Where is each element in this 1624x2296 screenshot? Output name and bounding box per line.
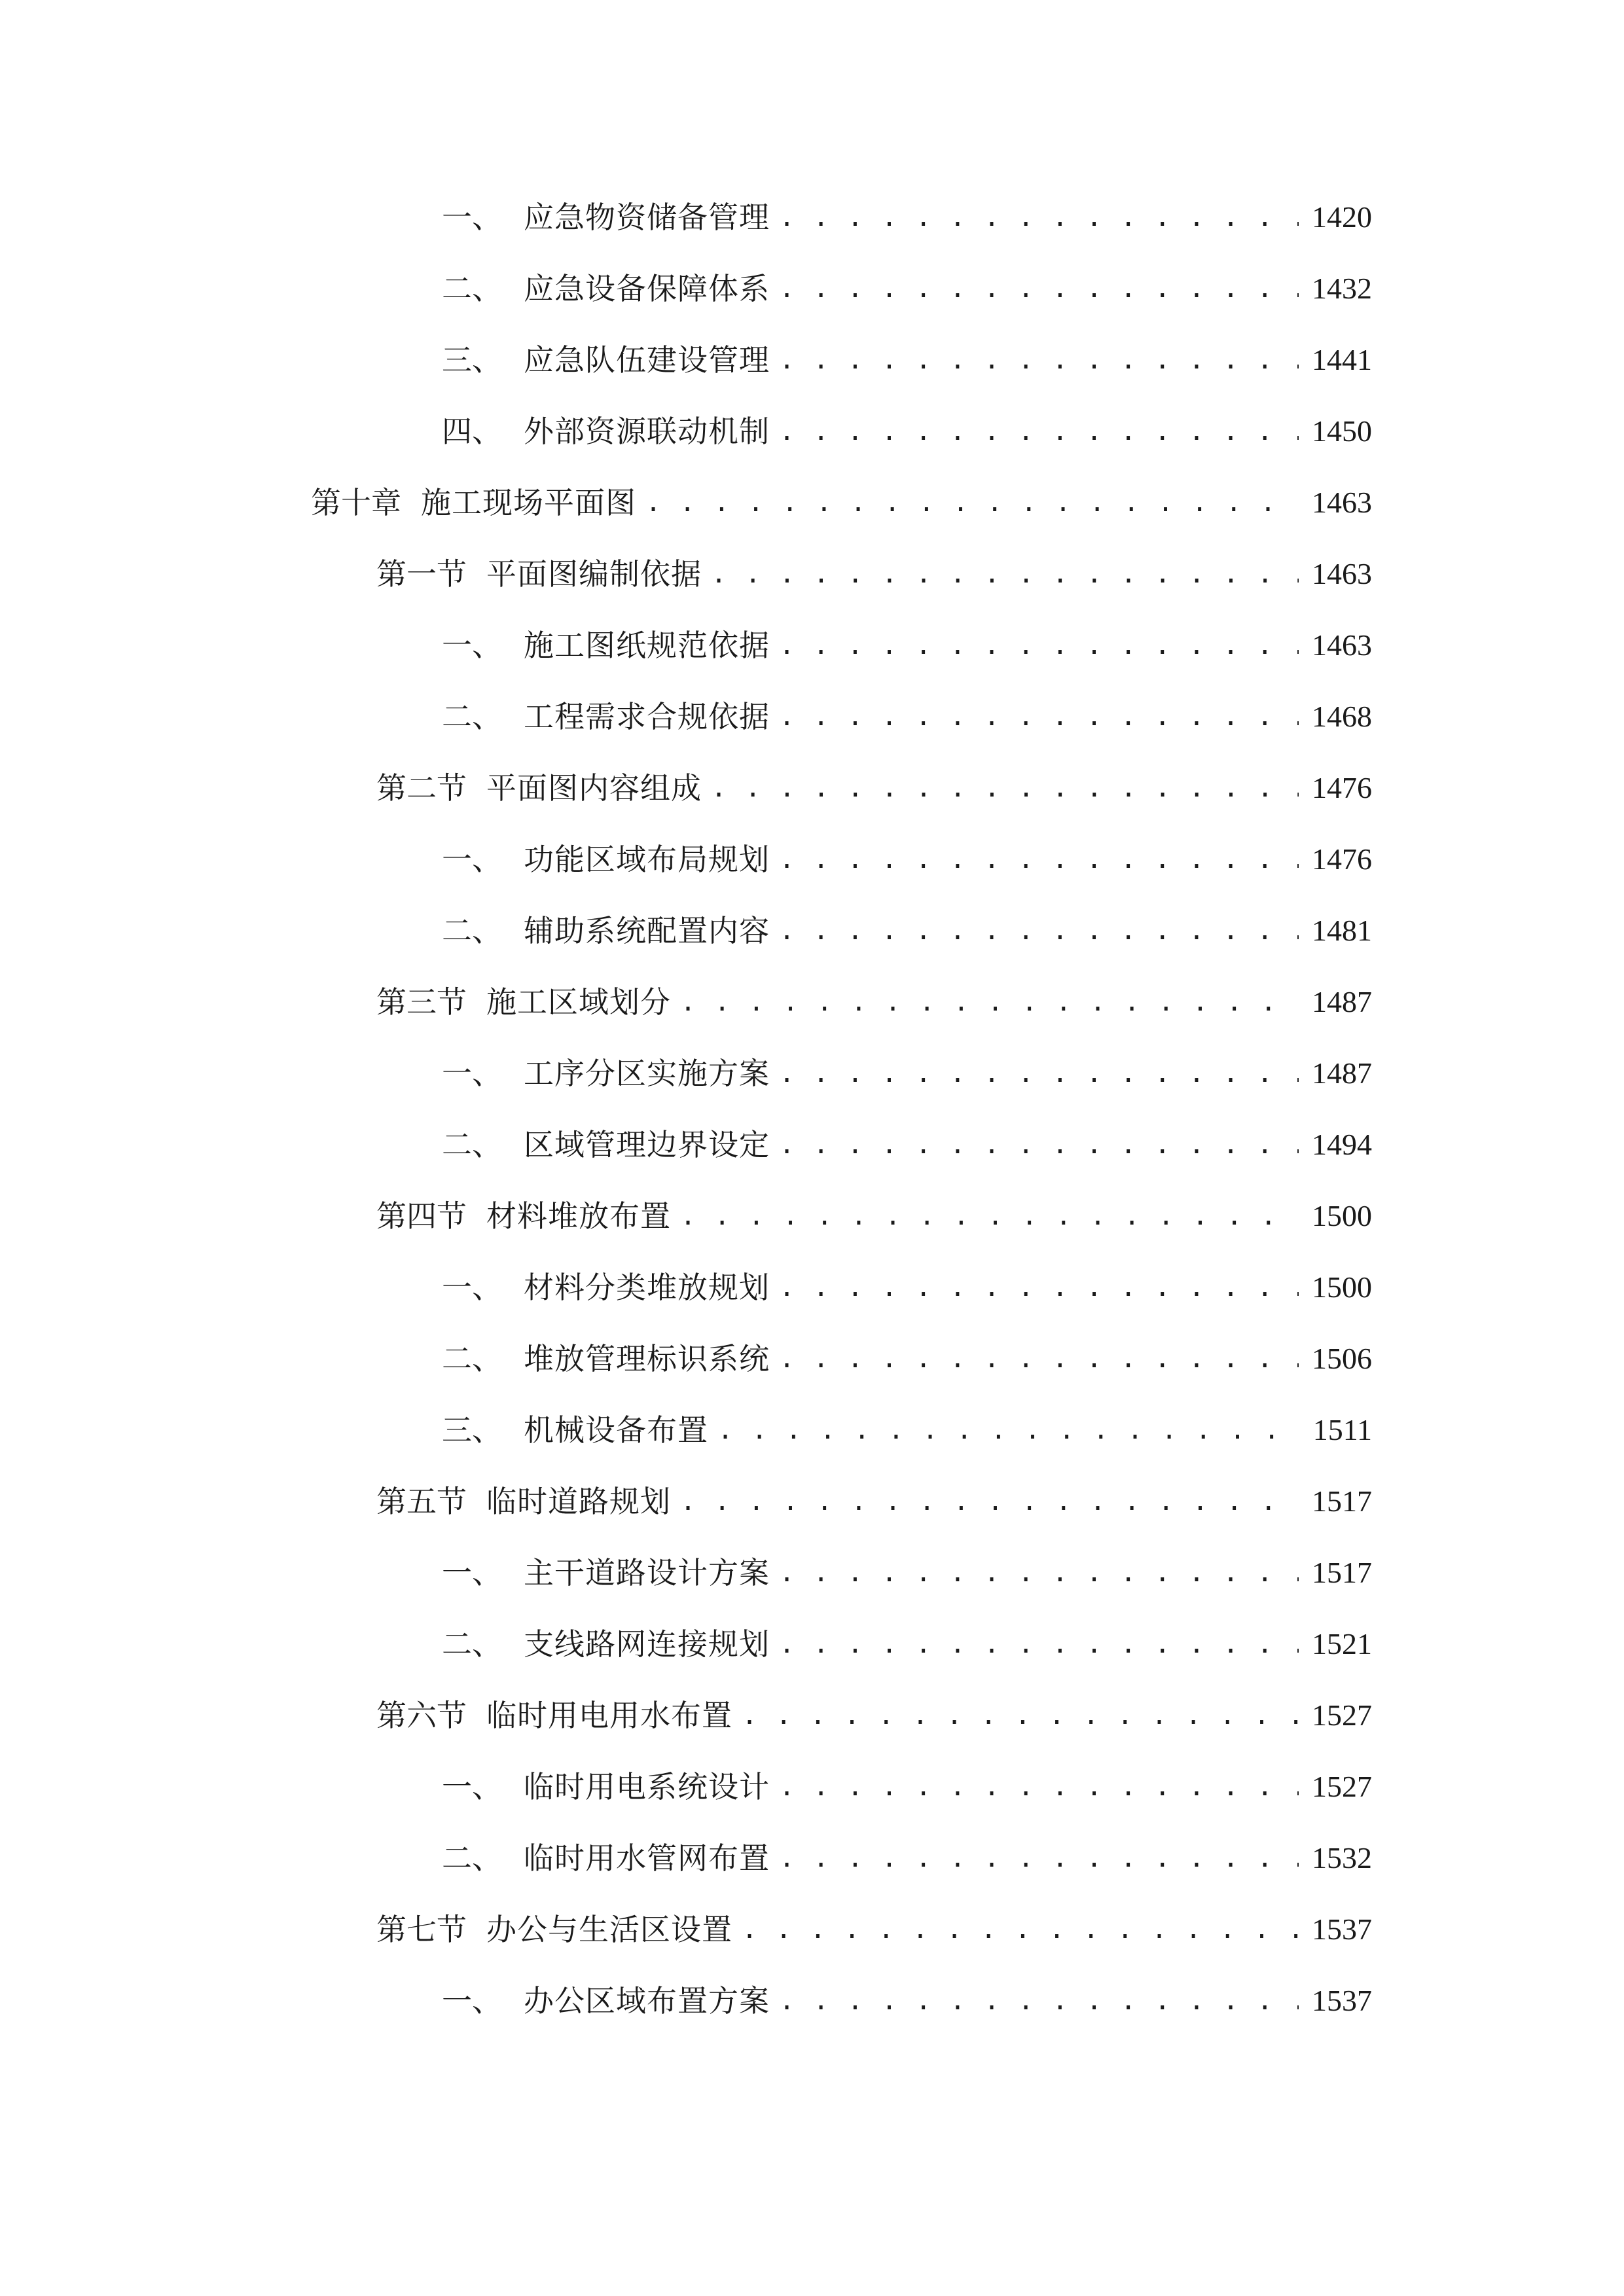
toc-dot-leader [779, 905, 1299, 957]
toc-entry[interactable] [442, 619, 1372, 672]
toc-entry-title: 堆放管理标识系统 [524, 1341, 770, 1376]
toc-entry-title: 外部资源联动机制 [524, 414, 770, 449]
toc-entry-page: 1450 [1312, 414, 1372, 448]
toc-section-entry[interactable] [376, 1903, 1372, 1956]
toc-entry-number: 三、 [442, 1412, 502, 1448]
toc-entry-title: 工程需求合规依据 [524, 699, 770, 734]
toc-section-title: 平面图内容组成 [486, 770, 702, 806]
toc-section-title: 施工区域划分 [486, 984, 671, 1020]
toc-entry-number: 二、 [442, 699, 502, 734]
toc-entry-number: 一、 [442, 200, 502, 235]
toc-entry-page: 1481 [1312, 914, 1372, 947]
toc-dot-leader [680, 1190, 1299, 1242]
toc-entry-page: 1463 [1312, 486, 1372, 519]
toc-entry-title: 应急队伍建设管理 [524, 342, 770, 378]
toc-entry-page: 1517 [1312, 1556, 1372, 1589]
toc-entry-page: 1441 [1312, 343, 1372, 376]
toc-dot-leader [680, 976, 1299, 1028]
toc-section-title: 平面图编制依据 [486, 556, 702, 592]
toc-entry-page: 1476 [1312, 842, 1372, 876]
toc-section-number: 第七节 [376, 1912, 467, 1947]
toc-dot-leader [779, 1119, 1299, 1171]
toc-entry-page: 1537 [1312, 1984, 1372, 2017]
toc-entry-number: 三、 [442, 342, 502, 378]
toc-dot-leader [779, 191, 1299, 243]
toc-dot-leader [717, 1404, 1300, 1456]
toc-section-entry[interactable] [376, 1475, 1372, 1528]
toc-entry[interactable] [442, 1761, 1372, 1813]
toc-chapter-number: 第十章 [311, 485, 401, 520]
toc-entry-page: 1420 [1312, 200, 1372, 234]
toc-entry-number: 二、 [442, 271, 502, 306]
toc-entry-number: 二、 [442, 913, 502, 948]
toc-entry[interactable] [442, 191, 1372, 243]
toc-section-entry[interactable] [376, 976, 1372, 1028]
toc-entry-title: 主干道路设计方案 [524, 1555, 770, 1590]
toc-entry-number: 二、 [442, 1341, 502, 1376]
toc-section-entry[interactable] [376, 1689, 1372, 1742]
toc-section-title: 办公与生活区设置 [486, 1912, 732, 1947]
toc-entry-page: 1468 [1312, 700, 1372, 733]
toc-dot-leader [779, 1618, 1299, 1670]
toc-entry-page: 1517 [1312, 1484, 1372, 1518]
toc-dot-leader [779, 1047, 1299, 1100]
toc-section-entry[interactable] [376, 762, 1372, 814]
toc-section-number: 第三节 [376, 984, 467, 1020]
toc-dot-leader [779, 1261, 1299, 1314]
toc-entry-title: 应急设备保障体系 [524, 271, 770, 306]
toc-entry-number: 一、 [442, 1270, 502, 1305]
toc-entry-number: 一、 [442, 1983, 502, 2018]
toc-dot-leader [779, 1975, 1299, 2027]
toc-entry-number: 一、 [442, 1769, 502, 1804]
toc-entry[interactable] [442, 1547, 1372, 1599]
toc-entry-page: 1463 [1312, 557, 1372, 590]
toc-dot-leader [779, 833, 1299, 886]
toc-entry[interactable] [442, 405, 1372, 457]
toc-entry-page: 1532 [1312, 1841, 1372, 1874]
toc-entry-page: 1487 [1312, 1056, 1372, 1090]
toc-entry-title: 材料分类堆放规划 [524, 1270, 770, 1305]
toc-entry-page: 1432 [1312, 272, 1372, 305]
toc-chapter-title: 施工现场平面图 [421, 485, 636, 520]
toc-entry-number: 二、 [442, 1127, 502, 1162]
toc-entry-page: 1537 [1312, 1912, 1372, 1946]
toc-entry-page: 1506 [1312, 1342, 1372, 1375]
toc-entry-title: 临时用水管网布置 [524, 1840, 770, 1876]
toc-dot-leader [779, 1333, 1299, 1385]
toc-section-number: 第六节 [376, 1698, 467, 1733]
toc-dot-leader [779, 619, 1299, 672]
toc-section-title: 临时道路规划 [486, 1484, 671, 1519]
toc-entry[interactable] [442, 262, 1372, 315]
toc-entry-number: 四、 [442, 414, 502, 449]
toc-section-title: 临时用电用水布置 [486, 1698, 732, 1733]
toc-entry-title: 办公区域布置方案 [524, 1983, 770, 2018]
toc-entry-number: 二、 [442, 1626, 502, 1662]
toc-entry[interactable] [442, 905, 1372, 957]
toc-dot-leader [711, 762, 1299, 814]
toc-entry-title: 工序分区实施方案 [524, 1056, 770, 1091]
toc-dot-leader [779, 1761, 1299, 1813]
toc-entry[interactable] [442, 691, 1372, 743]
toc-dot-leader [779, 691, 1299, 743]
toc-section-number: 第四节 [376, 1198, 467, 1234]
toc-dot-leader [779, 1832, 1299, 1884]
toc-section-number: 第二节 [376, 770, 467, 806]
toc-entry-page: 1494 [1312, 1128, 1372, 1161]
toc-section-number: 第一节 [376, 556, 467, 592]
toc-entry-title: 机械设备布置 [524, 1412, 708, 1448]
toc-entry-page: 1521 [1312, 1627, 1372, 1660]
toc-entry[interactable] [442, 1618, 1372, 1670]
toc-dot-leader [779, 405, 1299, 457]
toc-dot-leader [742, 1903, 1299, 1956]
toc-entry-number: 一、 [442, 628, 502, 663]
toc-entry-page: 1487 [1312, 985, 1372, 1018]
toc-chapter-entry[interactable] [311, 476, 1372, 529]
toc-entry-number: 一、 [442, 1555, 502, 1590]
toc-entry-page: 1511 [1312, 1413, 1372, 1446]
toc-dot-leader [779, 262, 1299, 315]
toc-entry-page: 1500 [1312, 1270, 1372, 1304]
toc-entry-page: 1463 [1312, 628, 1372, 662]
toc-entry-title: 支线路网连接规划 [524, 1626, 770, 1662]
toc-section-title: 材料堆放布置 [486, 1198, 671, 1234]
toc-entry[interactable] [442, 1047, 1372, 1100]
toc-dot-leader [645, 476, 1299, 529]
toc-dot-leader [680, 1475, 1299, 1528]
toc-entry[interactable] [442, 1261, 1372, 1314]
toc-entry-title: 施工图纸规范依据 [524, 628, 770, 663]
toc-entry[interactable] [442, 334, 1372, 386]
toc-entry-title: 功能区域布局规划 [524, 842, 770, 877]
toc-entry-title: 应急物资储备管理 [524, 200, 770, 235]
toc-entry-page: 1476 [1312, 771, 1372, 804]
toc-entry-page: 1500 [1312, 1199, 1372, 1232]
toc-entry-number: 一、 [442, 1056, 502, 1091]
toc-entry[interactable] [442, 1404, 1372, 1456]
toc-dot-leader [711, 548, 1299, 600]
toc-dot-leader [779, 1547, 1299, 1599]
toc-entry-number: 二、 [442, 1840, 502, 1876]
toc-entry-page: 1527 [1312, 1698, 1372, 1732]
toc-entry[interactable] [442, 833, 1372, 886]
toc-section-number: 第五节 [376, 1484, 467, 1519]
toc-entry[interactable] [442, 1832, 1372, 1884]
toc-entry-number: 一、 [442, 842, 502, 877]
toc-entry[interactable] [442, 1333, 1372, 1385]
toc-entry-page: 1527 [1312, 1770, 1372, 1803]
toc-dot-leader [742, 1689, 1299, 1742]
toc-entry-title: 辅助系统配置内容 [524, 913, 770, 948]
toc-entry-title: 区域管理边界设定 [524, 1127, 770, 1162]
toc-section-entry[interactable] [376, 548, 1372, 600]
toc-entry[interactable] [442, 1119, 1372, 1171]
toc-dot-leader [779, 334, 1299, 386]
toc-section-entry[interactable] [376, 1190, 1372, 1242]
toc-entry[interactable] [442, 1975, 1372, 2027]
toc-entry-title: 临时用电系统设计 [524, 1769, 770, 1804]
